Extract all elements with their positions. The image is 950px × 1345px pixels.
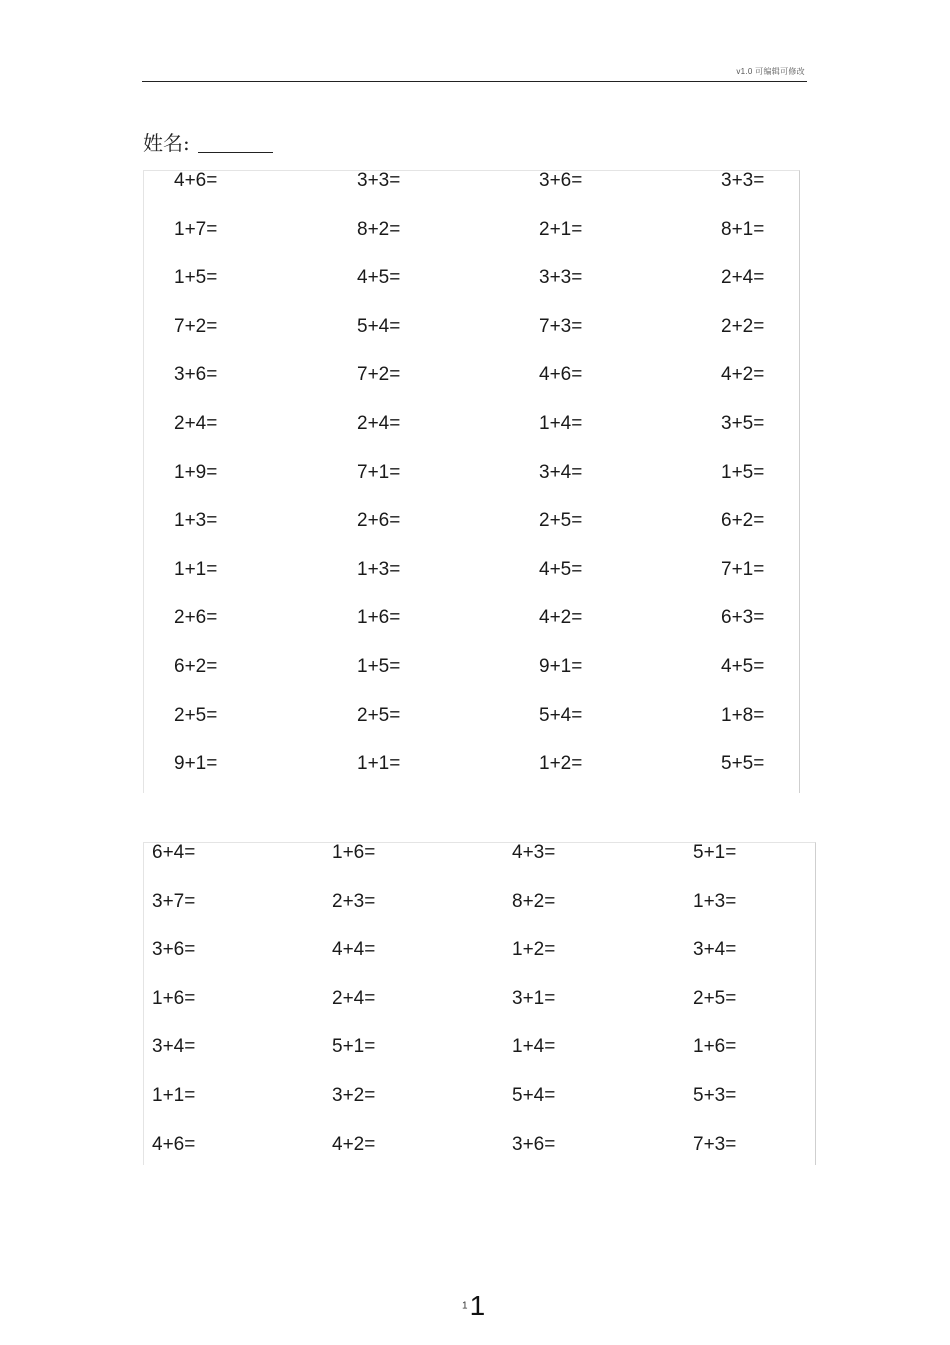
equation-cell: 1+6= xyxy=(357,607,401,629)
equation-cell: 1+1= xyxy=(174,558,218,580)
equation-cell: 4+5= xyxy=(721,656,765,677)
equation-cell: 3+7= xyxy=(152,890,196,912)
equation-cell: 3+3= xyxy=(539,267,583,289)
equation-cell: 4+5= xyxy=(357,267,401,289)
equation-cell: 9+1= xyxy=(174,753,218,775)
equation-cell: 8+2= xyxy=(512,890,556,912)
page-number-small: 1 xyxy=(462,1300,468,1312)
equation-cell: 3+6= xyxy=(152,939,196,961)
equation-cell: 2+4= xyxy=(332,987,376,1009)
equation-cell: 4+4= xyxy=(332,939,376,961)
equation-cell: 5+5= xyxy=(721,753,765,775)
equation-cell: 6+2= xyxy=(174,656,218,677)
equation-cell: 1+4= xyxy=(539,413,583,434)
equation-cell: 5+4= xyxy=(357,315,401,337)
equation-cell: 2+3= xyxy=(332,890,376,912)
equation-cell: 1+6= xyxy=(332,842,376,863)
equation-cell: 4+2= xyxy=(332,1133,376,1155)
equation-cell: 2+2= xyxy=(721,315,765,337)
equation-cell: 5+4= xyxy=(512,1085,556,1106)
equation-cell: 4+6= xyxy=(539,364,583,386)
equation-cell: 7+1= xyxy=(357,461,401,483)
page-number-big: 1 xyxy=(469,1290,486,1321)
name-field xyxy=(143,126,273,156)
equation-cell: 1+5= xyxy=(357,656,401,677)
equation-cell: 5+1= xyxy=(332,1036,376,1058)
equation-cell: 4+6= xyxy=(152,1133,196,1155)
page-number xyxy=(462,1290,492,1322)
worksheet-1 xyxy=(143,170,800,793)
equation-cell: 3+6= xyxy=(512,1133,556,1155)
equation-cell: 1+2= xyxy=(539,753,583,775)
equation-cell: 3+6= xyxy=(174,364,218,386)
equation-cell: 2+5= xyxy=(539,510,583,532)
equation-cell: 3+4= xyxy=(152,1036,196,1058)
equation-cell: 1+5= xyxy=(721,461,765,483)
equation-cell: 1+1= xyxy=(152,1085,196,1106)
equation-cell: 4+3= xyxy=(512,842,556,863)
equation-cell: 6+3= xyxy=(721,607,765,629)
equation-cell: 2+4= xyxy=(721,267,765,289)
equation-cell: 5+3= xyxy=(693,1085,737,1106)
equation-cell: 4+5= xyxy=(539,558,583,580)
equation-cell: 1+6= xyxy=(152,987,196,1009)
equation-cell: 3+3= xyxy=(721,170,765,191)
equation-cell: 1+4= xyxy=(512,1036,556,1058)
equation-cell: 1+8= xyxy=(721,704,765,726)
equation-cell: 4+2= xyxy=(721,364,765,386)
equation-cell: 7+2= xyxy=(357,364,401,386)
equation-cell: 2+6= xyxy=(357,510,401,532)
equation-cell: 7+3= xyxy=(539,315,583,337)
equation-cell: 3+3= xyxy=(357,170,401,191)
equation-cell: 2+1= xyxy=(539,218,583,240)
equation-cell: 4+2= xyxy=(539,607,583,629)
equation-cell: 6+2= xyxy=(721,510,765,532)
equation-cell: 3+2= xyxy=(332,1085,376,1106)
worksheet-2 xyxy=(143,842,816,1165)
equation-cell: 1+3= xyxy=(174,510,218,532)
equation-cell: 1+1= xyxy=(357,753,401,775)
equation-cell: 3+4= xyxy=(539,461,583,483)
equation-cell: 3+6= xyxy=(539,170,583,191)
equation-cell: 4+6= xyxy=(174,170,218,191)
equation-cell: 1+5= xyxy=(174,267,218,289)
equation-cell: 8+1= xyxy=(721,218,765,240)
header-version-text: v1.0 可编辑可修改 xyxy=(736,67,805,76)
equation-cell: 1+3= xyxy=(357,558,401,580)
equation-cell: 8+2= xyxy=(357,218,401,240)
equation-cell: 5+4= xyxy=(539,704,583,726)
header-rule xyxy=(142,81,807,82)
equation-cell: 7+1= xyxy=(721,558,765,580)
equation-cell: 1+3= xyxy=(693,890,737,912)
equation-cell: 2+5= xyxy=(174,704,218,726)
equation-cell: 6+4= xyxy=(152,842,196,863)
equation-cell: 2+5= xyxy=(357,704,401,726)
equation-cell: 2+5= xyxy=(693,987,737,1009)
name-blank-line xyxy=(198,151,273,153)
equation-cell: 7+2= xyxy=(174,315,218,337)
equation-cell: 3+5= xyxy=(721,413,765,434)
equation-cell: 7+3= xyxy=(693,1133,737,1155)
equation-cell: 9+1= xyxy=(539,656,583,677)
equation-cell: 1+7= xyxy=(174,218,218,240)
equation-cell: 1+6= xyxy=(693,1036,737,1058)
equation-cell: 2+4= xyxy=(174,413,218,434)
equation-cell: 1+2= xyxy=(512,939,556,961)
equation-cell: 1+9= xyxy=(174,461,218,483)
equation-cell: 3+4= xyxy=(693,939,737,961)
equation-cell: 3+1= xyxy=(512,987,556,1009)
equation-cell: 2+4= xyxy=(357,413,401,434)
equation-cell: 5+1= xyxy=(693,842,737,863)
equation-cell: 2+6= xyxy=(174,607,218,629)
name-label: 姓名: xyxy=(143,131,190,155)
